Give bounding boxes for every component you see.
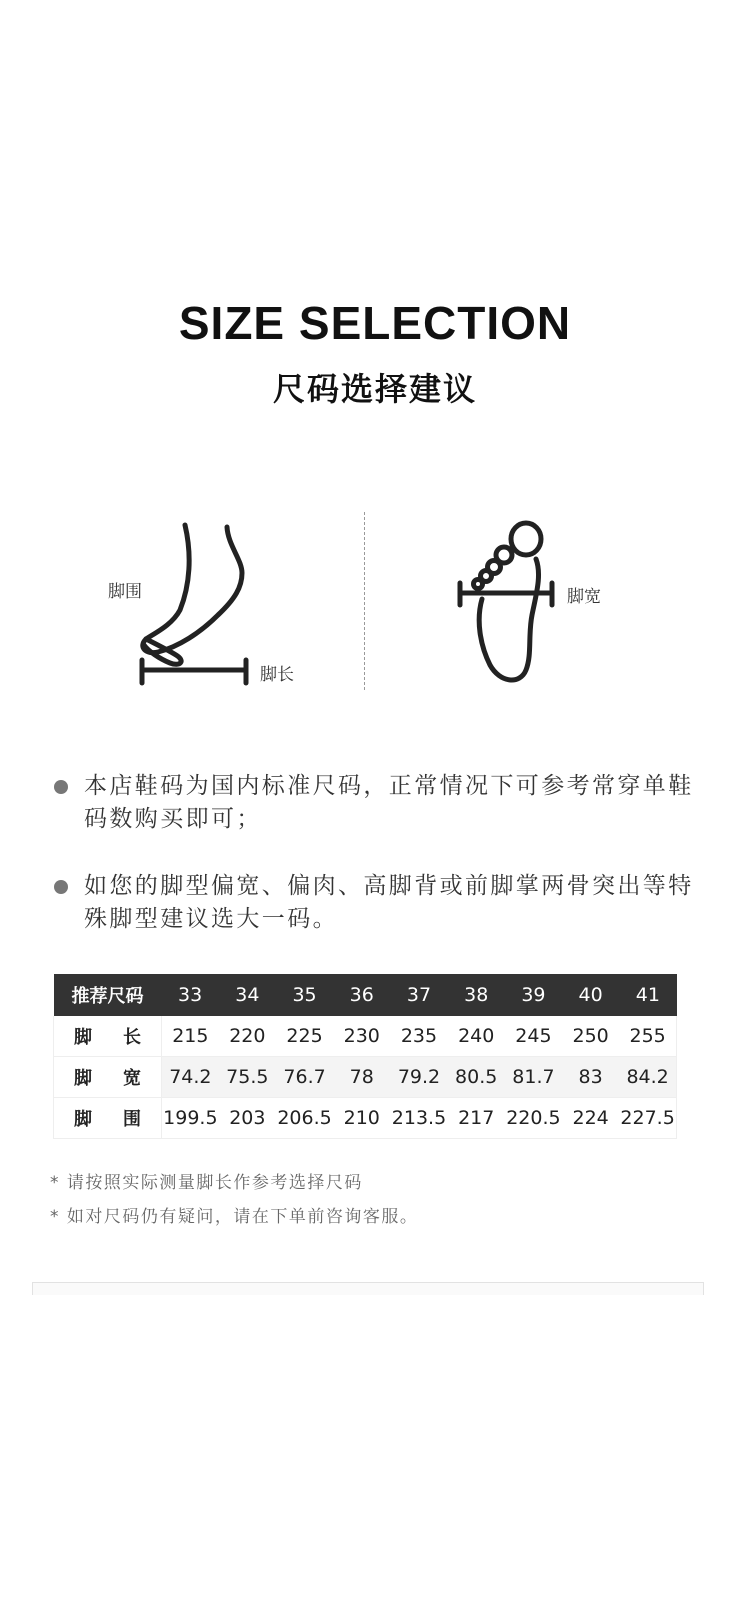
table-cell: 220 bbox=[229, 1025, 266, 1047]
table-cell: 75.5 bbox=[219, 1057, 276, 1098]
foot-side-icon bbox=[130, 515, 260, 690]
footnote: * 请按照实际测量脚长作参考选择尺码 bbox=[50, 1173, 363, 1193]
size-header-cell: 33 bbox=[162, 974, 219, 1016]
table-header-label: 推荐尺码 bbox=[54, 974, 162, 1016]
table-cell: 240 bbox=[458, 1025, 495, 1047]
foot-width-label: 脚宽 bbox=[567, 587, 601, 607]
table-cell: 255 bbox=[619, 1016, 676, 1057]
table-cell: 250 bbox=[572, 1025, 609, 1047]
foot-sole-icon bbox=[452, 515, 562, 690]
bullet-text: 如您的脚型偏宽、偏肉、高脚背或前脚掌两骨突出等特殊脚型建议选大一码。 bbox=[84, 873, 694, 932]
illustration-divider bbox=[364, 512, 365, 690]
row-label-a: 脚 bbox=[74, 1027, 92, 1048]
table-row-foot-length bbox=[54, 1016, 677, 1057]
table-cell: 76.7 bbox=[276, 1057, 333, 1098]
foot-girth-label: 脚围 bbox=[108, 582, 142, 602]
table-cell: 83 bbox=[562, 1057, 619, 1098]
table-cell: 225 bbox=[286, 1025, 323, 1047]
table-cell: 78 bbox=[333, 1057, 390, 1098]
size-header-cell: 37 bbox=[390, 974, 447, 1016]
bullet-text: 本店鞋码为国内标准尺码，正常情况下可参考常穿单鞋码数购买即可； bbox=[84, 773, 694, 832]
table-cell: 203 bbox=[229, 1107, 266, 1129]
table-row-foot-width bbox=[54, 1057, 677, 1098]
table-row-foot-girth bbox=[54, 1098, 677, 1139]
page-title-en: SIZE SELECTION bbox=[178, 297, 572, 349]
size-header-cell: 38 bbox=[448, 974, 505, 1016]
footnote: * 如对尺码仍有疑问，请在下单前咨询客服。 bbox=[50, 1207, 419, 1227]
table-cell: 79.2 bbox=[390, 1057, 447, 1098]
row-label-b: 围 bbox=[123, 1109, 141, 1130]
table-cell: 81.7 bbox=[505, 1057, 562, 1098]
table-cell: 213.5 bbox=[391, 1107, 447, 1129]
table-cell: 235 bbox=[400, 1025, 438, 1047]
bullet-item bbox=[54, 770, 694, 836]
row-label bbox=[54, 1098, 162, 1139]
table-cell: 217 bbox=[458, 1107, 495, 1129]
size-table bbox=[53, 974, 677, 1139]
table-cell: 210 bbox=[343, 1107, 380, 1129]
table-cell: 206.5 bbox=[277, 1107, 332, 1129]
foot-length-label: 脚长 bbox=[260, 665, 294, 685]
table-cell: 84.2 bbox=[619, 1057, 676, 1098]
size-header-cell: 41 bbox=[619, 974, 676, 1016]
table-cell: 245 bbox=[515, 1025, 552, 1047]
bottom-panel-edge bbox=[32, 1282, 704, 1295]
table-cell: 199.5 bbox=[163, 1107, 218, 1129]
table-cell: 215 bbox=[172, 1025, 209, 1047]
row-label-b: 宽 bbox=[123, 1068, 141, 1089]
bullet-dot-icon bbox=[54, 780, 68, 794]
table-cell: 74.2 bbox=[162, 1057, 219, 1098]
size-header-cell: 40 bbox=[562, 974, 619, 1016]
table-cell: 227.5 bbox=[619, 1098, 676, 1139]
table-cell: 230 bbox=[343, 1025, 380, 1047]
page-title-cn: 尺码选择建议 bbox=[272, 370, 477, 408]
row-label-b: 长 bbox=[123, 1027, 141, 1048]
size-header-cell: 35 bbox=[276, 974, 333, 1016]
table-cell: 224 bbox=[572, 1107, 609, 1129]
table-cell: 220.5 bbox=[506, 1107, 561, 1129]
size-header-cell: 39 bbox=[505, 974, 562, 1016]
bullet-dot-icon bbox=[54, 880, 68, 894]
size-header-cell: 36 bbox=[333, 974, 390, 1016]
row-label-a: 脚 bbox=[74, 1109, 92, 1130]
bullet-item bbox=[54, 870, 694, 936]
row-label bbox=[54, 1016, 162, 1057]
row-label bbox=[54, 1057, 162, 1098]
row-label-a: 脚 bbox=[74, 1068, 92, 1089]
table-cell: 80.5 bbox=[448, 1057, 505, 1098]
size-header-cell: 34 bbox=[219, 974, 276, 1016]
table-header-row bbox=[54, 974, 677, 1016]
